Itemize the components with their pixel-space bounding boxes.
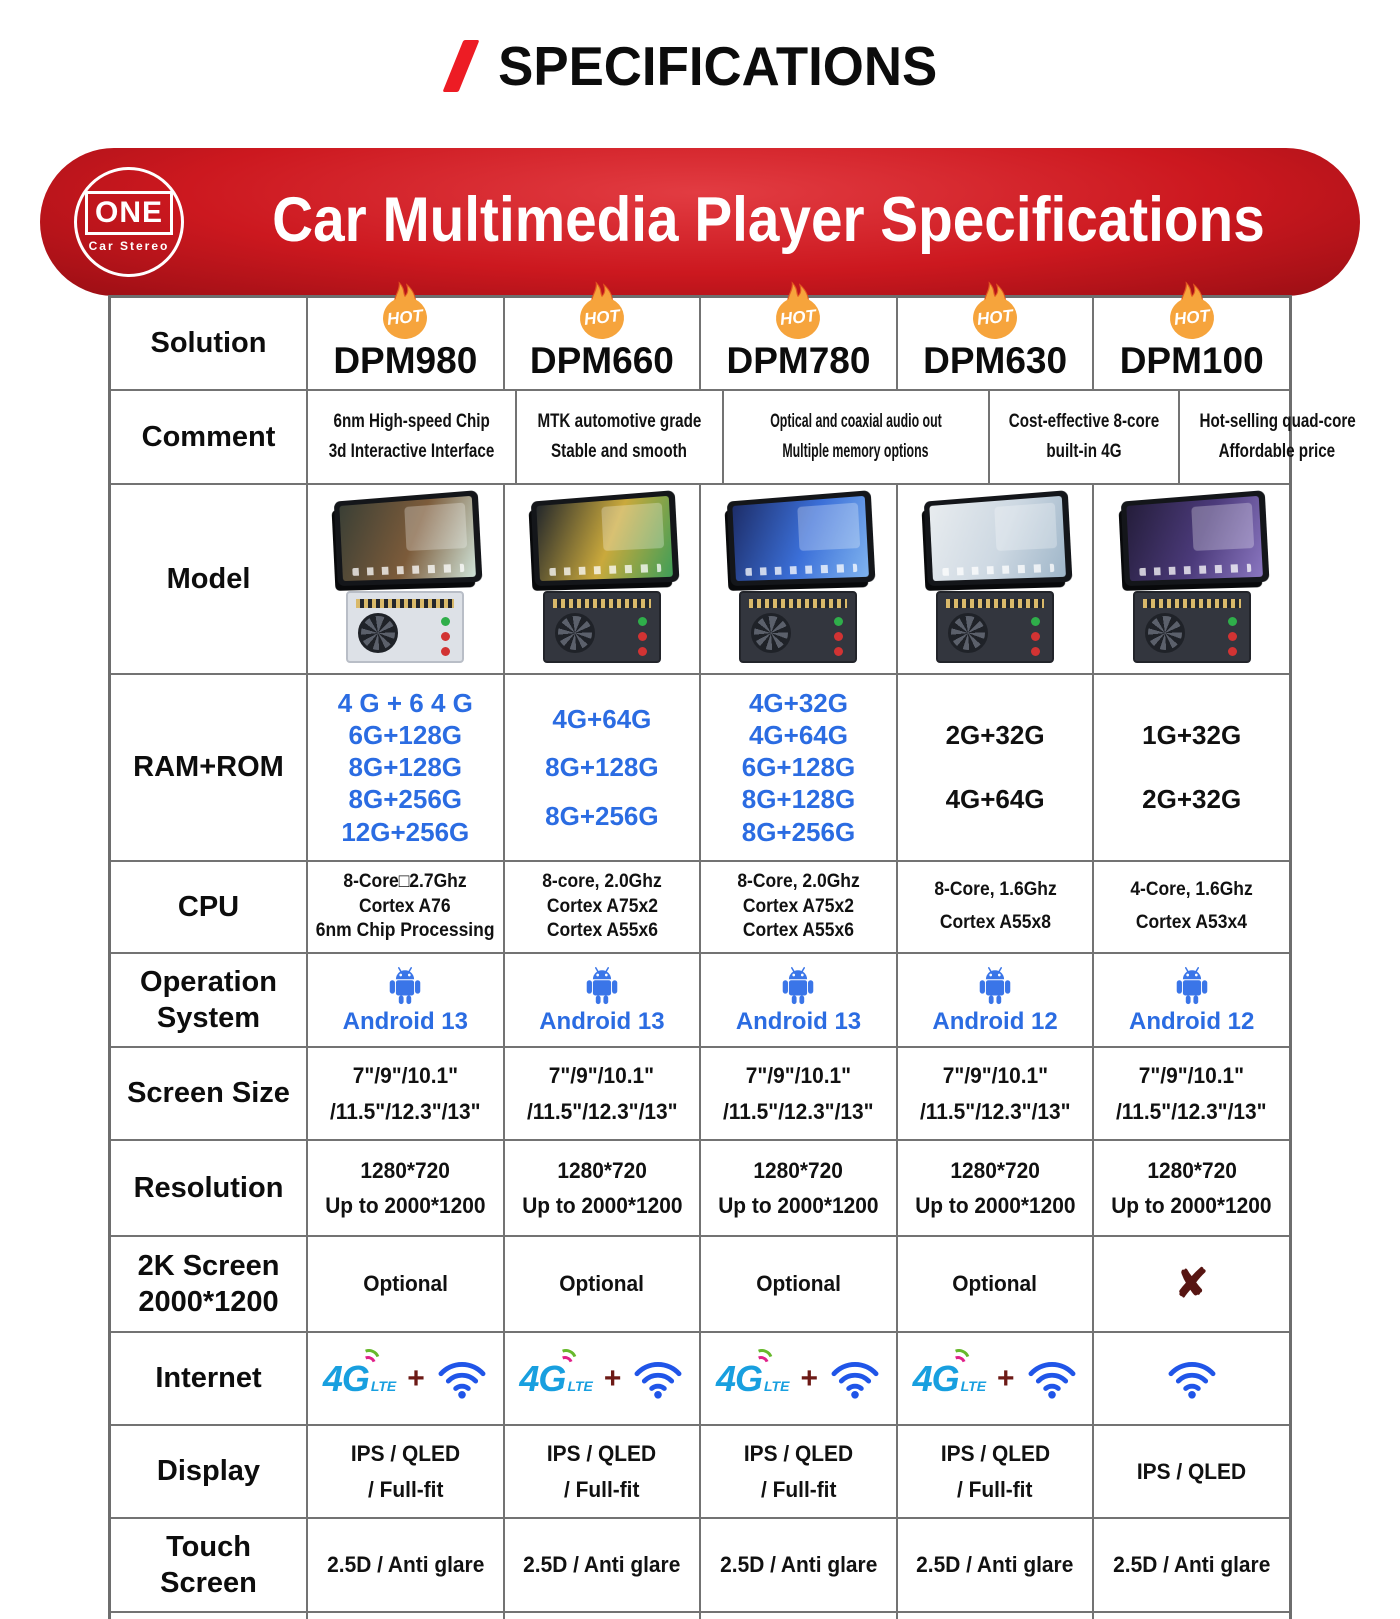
row-label-screen-size: Screen Size — [111, 1048, 308, 1139]
device-front-image — [531, 490, 680, 586]
column-header-dpm630 — [898, 298, 1095, 389]
4g-lte-icon: 4G LTE — [519, 1358, 592, 1400]
2k-screen-dpm100 — [1094, 1237, 1289, 1331]
cpu-dpm630: 8-Core, 1.6Ghz Cortex A55x8 — [898, 862, 1095, 952]
screen-size-dpm780: 7"/9"/10.1" /11.5"/12.3"/13" — [701, 1048, 898, 1139]
os-dpm100: Android 12 — [1094, 954, 1289, 1046]
internet-dpm630 — [898, 1333, 1095, 1424]
banner — [40, 148, 1360, 296]
2k-screen-dpm980: Optional — [308, 1237, 505, 1331]
cpu-dpm660: 8-core, 2.0Ghz Cortex A75x2 Cortex A55x6 — [505, 862, 702, 952]
4g-lte-icon: 4G LTE — [716, 1358, 789, 1400]
row-label-display: Display — [111, 1426, 308, 1517]
model-images-dpm660 — [505, 485, 702, 673]
device-back-image — [739, 591, 857, 663]
display-dpm630: IPS / QLED / Full-fit — [898, 1426, 1095, 1517]
banner-title-wrap — [200, 148, 1336, 292]
device-back-image — [936, 591, 1054, 663]
spec-row-resolution — [111, 1141, 1289, 1237]
row-label-solution: Solution — [111, 298, 308, 389]
device-front-image — [924, 490, 1073, 586]
comment-dpm630: Cost-effective 8-core built-in 4G — [990, 391, 1180, 483]
row-label-cutoff — [111, 1613, 308, 1619]
resolution-dpm980: 1280*720 Up to 2000*1200 — [308, 1141, 505, 1235]
screen-size-dpm630: 7"/9"/10.1" /11.5"/12.3"/13" — [898, 1048, 1095, 1139]
column-header-dpm780 — [701, 298, 898, 389]
4g-lte-icon: 4G LTE — [323, 1358, 396, 1400]
model-name: DPM100 — [1119, 340, 1264, 381]
row-label-internet: Internet — [111, 1333, 308, 1424]
device-back-image — [543, 591, 661, 663]
resolution-dpm100: 1280*720 Up to 2000*1200 — [1111, 1157, 1272, 1218]
spec-row-display — [111, 1426, 1289, 1519]
model-images-dpm780 — [701, 485, 898, 673]
row-label-ram-rom: RAM+ROM — [111, 675, 308, 860]
model-images-dpm100 — [1094, 485, 1289, 673]
comment-dpm660: MTK automotive grade Stable and smooth — [517, 391, 724, 483]
spec-row-operation-system — [111, 954, 1289, 1048]
hot-badge: HOT — [578, 293, 626, 339]
comment-dpm980: 6nm High-speed Chip 3d Interactive Interface — [308, 391, 517, 483]
resolution-dpm660: 1280*720 Up to 2000*1200 — [505, 1141, 702, 1235]
touch-screen-dpm780: 2.5D / Anti glare — [701, 1519, 898, 1611]
spec-row-2k-screen — [111, 1237, 1289, 1333]
2k-screen-dpm780: Optional — [701, 1237, 898, 1331]
row-label-2k-screen: 2K Screen 2000*1200 — [111, 1237, 308, 1331]
display-dpm660: IPS / QLED / Full-fit — [505, 1426, 702, 1517]
cpu-dpm100: 4-Core, 1.6Ghz Cortex A53x4 — [1130, 879, 1253, 933]
2k-screen-dpm630: Optional — [898, 1237, 1095, 1331]
device-back-image — [346, 591, 464, 663]
android-icon — [1172, 964, 1212, 1006]
internet-dpm100 — [1094, 1333, 1289, 1424]
comment-dpm780: Optical and coaxial audio out Multiple memory options — [724, 391, 990, 483]
display-dpm100: IPS / QLED — [1137, 1458, 1247, 1484]
os-dpm780: Android 13 — [701, 954, 898, 1046]
internet-dpm780 — [701, 1333, 898, 1424]
device-back-image — [1133, 591, 1251, 663]
4g-lte-icon: 4G LTE — [913, 1358, 986, 1400]
internet-dpm980 — [308, 1333, 505, 1424]
row-label-touch-screen: Touch Screen — [111, 1519, 308, 1611]
hot-badge: HOT — [1168, 293, 1216, 339]
display-dpm980: IPS / QLED / Full-fit — [308, 1426, 505, 1517]
ram-rom-dpm980: 4 G + 6 4 G 6G+128G 8G+128G 8G+256G 12G+256G — [308, 675, 505, 860]
internet-dpm660 — [505, 1333, 702, 1424]
ram-rom-dpm660: 4G+64G 8G+128G 8G+256G — [505, 675, 702, 860]
device-front-image — [334, 490, 483, 586]
device-front-image — [1120, 490, 1269, 586]
plus-sign: + — [997, 1361, 1015, 1395]
touch-screen-dpm980: 2.5D / Anti glare — [308, 1519, 505, 1611]
spec-row-touch-screen — [111, 1519, 1289, 1613]
row-label-resolution: Resolution — [111, 1141, 308, 1235]
model-name: DPM980 — [333, 340, 478, 381]
screen-size-dpm980: 7"/9"/10.1" /11.5"/12.3"/13" — [308, 1048, 505, 1139]
os-dpm630: Android 12 — [898, 954, 1095, 1046]
plus-sign: + — [407, 1361, 425, 1395]
row-label-cpu: CPU — [111, 862, 308, 952]
spec-row-solution — [111, 298, 1289, 391]
hot-badge: HOT — [381, 293, 429, 339]
model-name: DPM630 — [923, 340, 1068, 381]
cutoff-cell — [505, 1613, 702, 1619]
screen-size-dpm100: 7"/9"/10.1" /11.5"/12.3"/13" — [1116, 1063, 1267, 1124]
spec-table — [108, 295, 1356, 1619]
plus-sign: + — [800, 1361, 818, 1395]
2k-screen-dpm660: Optional — [505, 1237, 702, 1331]
spec-row-cpu — [111, 862, 1289, 954]
touch-screen-dpm100: 2.5D / Anti glare — [1113, 1552, 1271, 1577]
resolution-dpm780: 1280*720 Up to 2000*1200 — [701, 1141, 898, 1235]
device-front-image — [727, 490, 876, 586]
android-icon — [385, 964, 425, 1006]
column-header-dpm980 — [308, 298, 505, 389]
touch-screen-dpm660: 2.5D / Anti glare — [505, 1519, 702, 1611]
android-icon — [582, 964, 622, 1006]
ram-rom-dpm780: 4G+32G 4G+64G 6G+128G 8G+128G 8G+256G — [701, 675, 898, 860]
row-label-model: Model — [111, 485, 308, 673]
red-slash-icon — [443, 40, 480, 92]
android-icon — [975, 964, 1015, 1006]
os-dpm660: Android 13 — [505, 954, 702, 1046]
banner-title: Car Multimedia Player Specifications — [271, 185, 1265, 255]
ram-rom-dpm630: 2G+32G 4G+64G — [898, 675, 1095, 860]
touch-screen-dpm630: 2.5D / Anti glare — [898, 1519, 1095, 1611]
wifi-icon — [1166, 1359, 1218, 1399]
android-icon — [778, 964, 818, 1006]
model-images-dpm980 — [308, 485, 505, 673]
spec-row-ram-rom — [111, 675, 1289, 862]
spec-row-comment — [111, 391, 1356, 485]
cutoff-cell — [308, 1613, 505, 1619]
model-name: DPM780 — [726, 340, 871, 381]
model-images-dpm630 — [898, 485, 1095, 673]
spec-row-cutoff — [111, 1613, 1289, 1619]
column-header-dpm660 — [505, 298, 702, 389]
ram-rom-dpm100: 1G+32G 2G+32G — [1142, 719, 1242, 815]
cpu-dpm980: 8-Core□2.7Ghz Cortex A76 6nm Chip Processing — [308, 862, 505, 952]
cutoff-cell — [701, 1613, 898, 1619]
spec-row-internet — [111, 1333, 1289, 1426]
cross-icon: ✘ — [1174, 1262, 1209, 1306]
comment-dpm100: Hot-selling quad-core Affordable price — [1199, 410, 1356, 462]
plus-sign: + — [603, 1361, 622, 1395]
screen-size-dpm660: 7"/9"/10.1" /11.5"/12.3"/13" — [505, 1048, 702, 1139]
page-title: SPECIFICATIONS — [498, 35, 938, 97]
brand-logo — [74, 167, 184, 277]
resolution-dpm630: 1280*720 Up to 2000*1200 — [898, 1141, 1095, 1235]
cutoff-cell — [898, 1613, 1095, 1619]
row-label-operation-system: Operation System — [111, 954, 308, 1046]
os-dpm980: Android 13 — [308, 954, 505, 1046]
cutoff-cell — [1094, 1613, 1289, 1619]
page-heading — [0, 34, 1400, 98]
brand-logo-secondary: Car Stereo — [88, 239, 170, 253]
wifi-icon — [632, 1359, 684, 1399]
wifi-icon — [829, 1359, 881, 1399]
wifi-icon — [436, 1359, 488, 1399]
row-label-comment: Comment — [111, 391, 308, 483]
model-name: DPM660 — [529, 340, 674, 381]
spec-row-model — [111, 485, 1289, 675]
hot-badge: HOT — [774, 293, 822, 339]
cpu-dpm780: 8-Core, 2.0Ghz Cortex A75x2 Cortex A55x6 — [701, 862, 898, 952]
spec-row-screen-size — [111, 1048, 1289, 1141]
hot-badge: HOT — [971, 293, 1019, 339]
wifi-icon — [1026, 1359, 1078, 1399]
column-header-dpm100 — [1094, 298, 1289, 389]
brand-logo-primary: ONE — [85, 191, 173, 235]
display-dpm780: IPS / QLED / Full-fit — [701, 1426, 898, 1517]
